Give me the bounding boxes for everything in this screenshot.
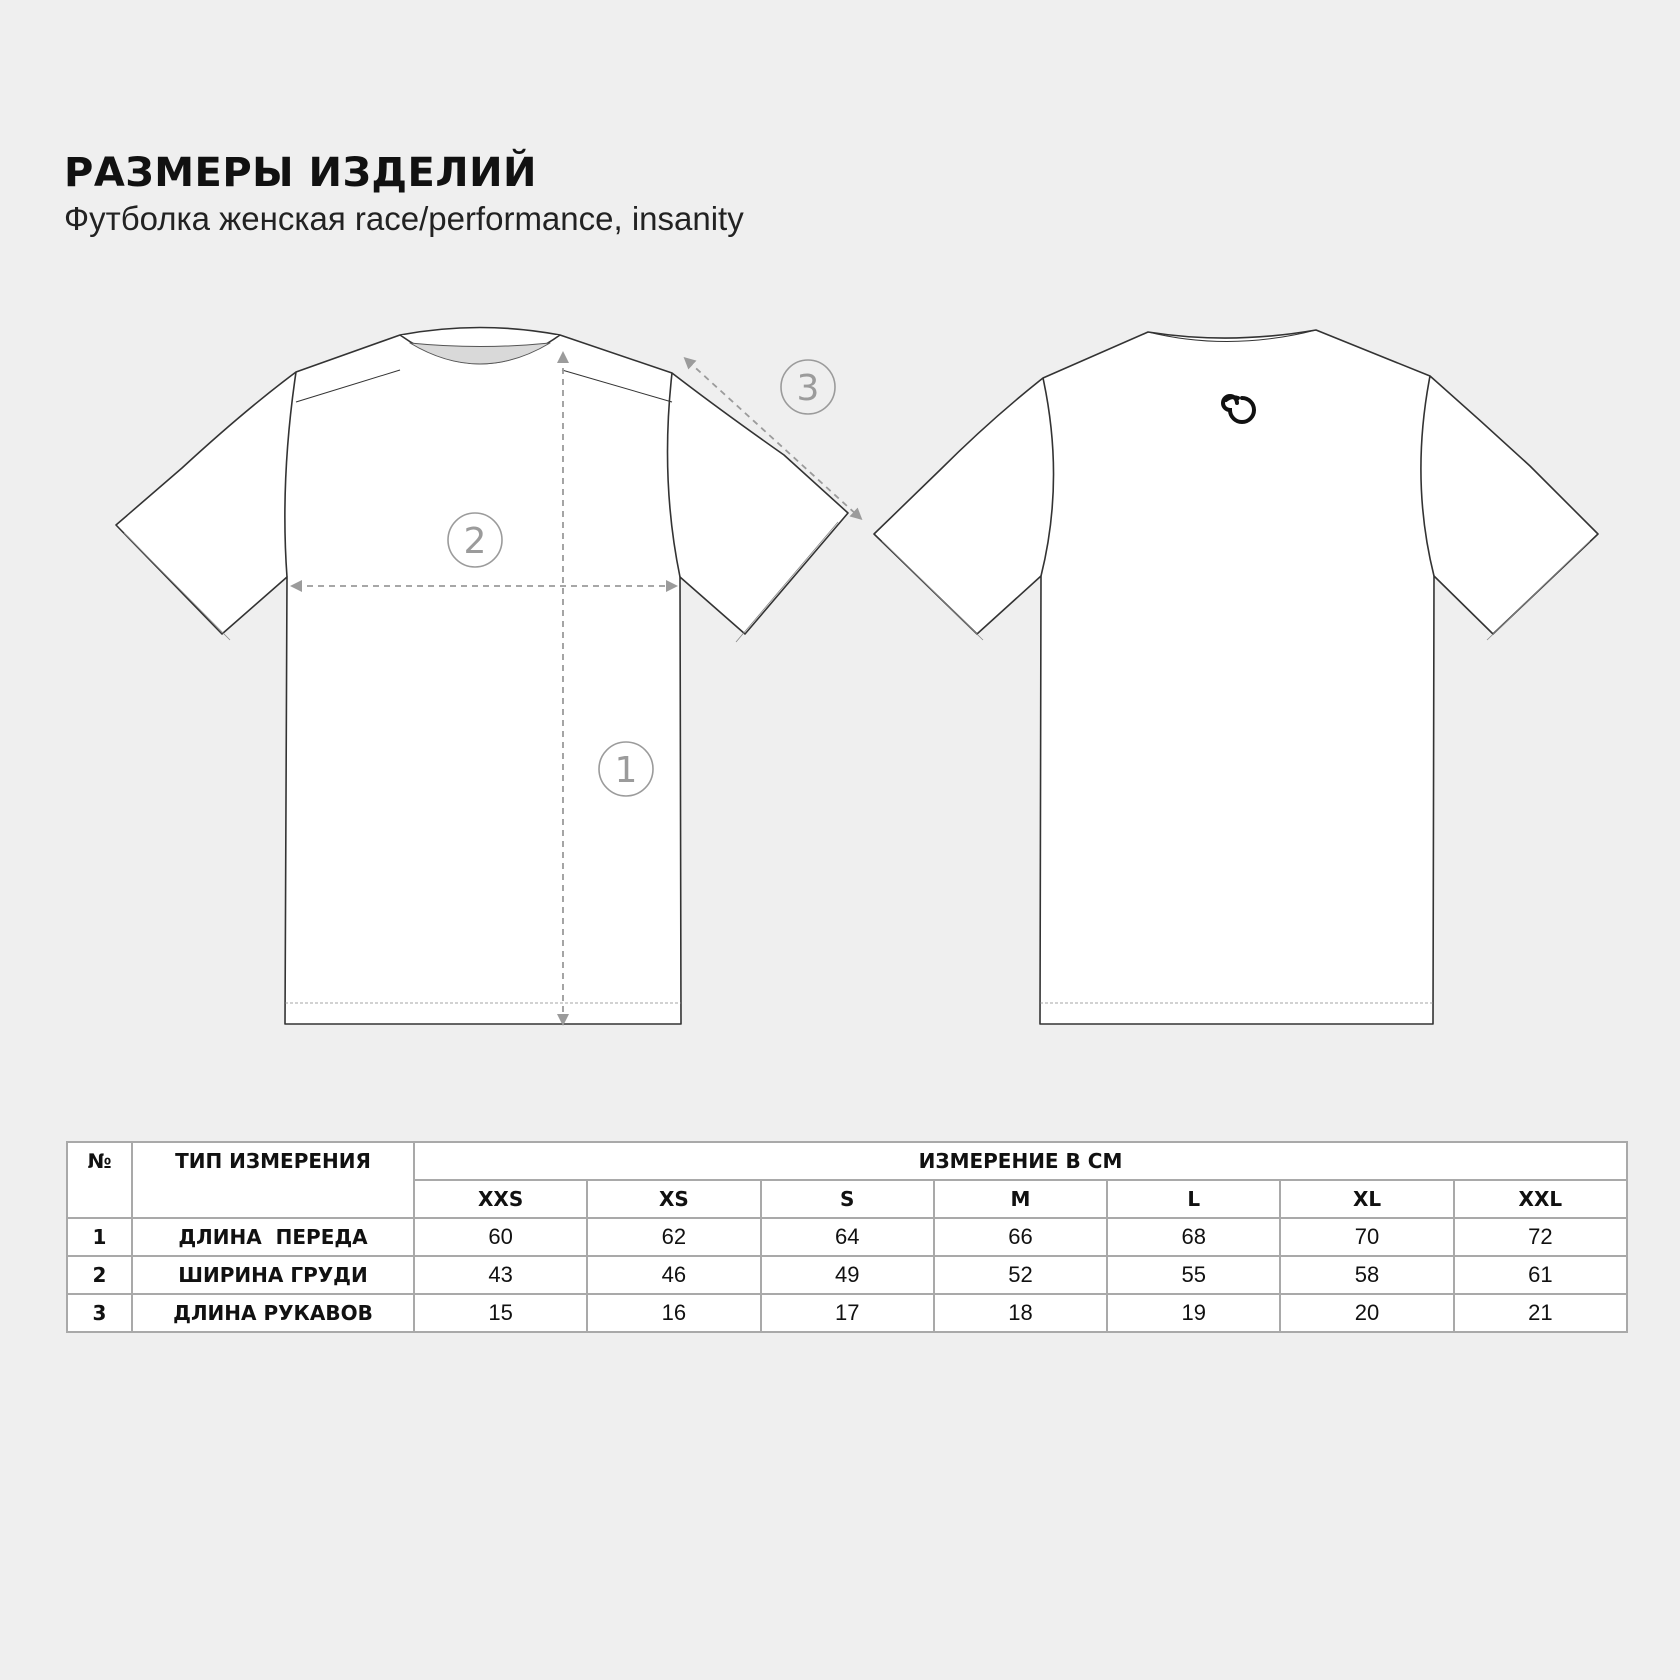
cell-value: 68 [1107,1218,1280,1256]
tshirt-front [116,328,848,1025]
table-row [67,1218,1627,1256]
cell-value: 72 [1454,1218,1627,1256]
size-header: M [934,1180,1107,1218]
size-header: XXS [414,1180,587,1218]
cell-value: 66 [934,1218,1107,1256]
cell-value: 46 [587,1256,760,1294]
marker-3 [781,360,835,414]
cell-value: 19 [1107,1294,1280,1332]
size-header: XXL [1454,1180,1627,1218]
tshirt-back [874,330,1598,1024]
cell-value: 58 [1280,1256,1453,1294]
cell-value: 43 [414,1256,587,1294]
table-header-row [67,1142,1627,1180]
size-header: S [761,1180,934,1218]
svg-text:2: 2 [463,521,487,562]
svg-text:3: 3 [796,368,820,409]
col-num-header: № [67,1142,132,1218]
size-header: XS [587,1180,760,1218]
cell-value: 64 [761,1218,934,1256]
cell-value: 62 [587,1218,760,1256]
page-title: РАЗМЕРЫ ИЗДЕЛИЙ [64,150,538,196]
cell-value: 20 [1280,1294,1453,1332]
table-row [67,1256,1627,1294]
product-subtitle: Футболка женская race/performance, insanity [64,200,744,237]
cell-value: 60 [414,1218,587,1256]
col-measure-header: ИЗМЕРЕНИЕ В СМ [414,1142,1627,1180]
size-header: XL [1280,1180,1453,1218]
cell-value: 16 [587,1294,760,1332]
row-label: ШИРИНА ГРУДИ [132,1256,414,1294]
cell-value: 70 [1280,1218,1453,1256]
cell-value: 49 [761,1256,934,1294]
cell-value: 17 [761,1294,934,1332]
row-num: 1 [67,1218,132,1256]
cell-value: 21 [1454,1294,1627,1332]
cell-value: 61 [1454,1256,1627,1294]
cell-value: 18 [934,1294,1107,1332]
size-header: L [1107,1180,1280,1218]
cell-value: 15 [414,1294,587,1332]
row-label: ДЛИНА ПЕРЕДА [132,1218,414,1256]
size-table [66,1141,1628,1333]
cell-value: 52 [934,1256,1107,1294]
cell-value: 55 [1107,1256,1280,1294]
col-type-header: ТИП ИЗМЕРЕНИЯ [132,1142,414,1218]
row-num: 2 [67,1256,132,1294]
table-row [67,1294,1627,1332]
row-label: ДЛИНА РУКАВОВ [132,1294,414,1332]
row-num: 3 [67,1294,132,1332]
svg-text:1: 1 [614,750,638,791]
